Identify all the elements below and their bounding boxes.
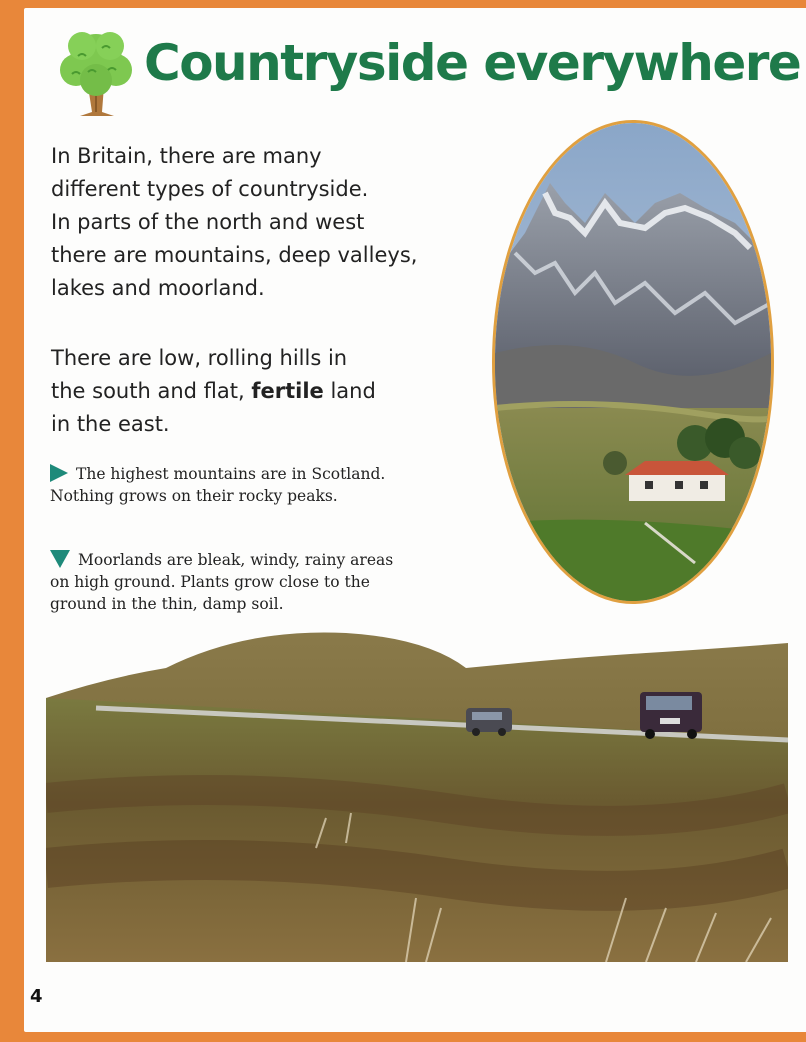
para-line: There are low, rolling hills in	[51, 346, 348, 370]
page	[24, 8, 806, 1032]
caption-line: Moorlands are bleak, windy, rainy areas	[78, 551, 394, 569]
intro-paragraph	[51, 140, 471, 305]
intro-line: In Britain, there are many	[51, 144, 322, 168]
caption-line: on high ground. Plants grow close to the	[50, 573, 370, 591]
para-line: in the east.	[51, 412, 170, 436]
mountain-photo	[492, 120, 774, 604]
para-text: the south and flat,	[51, 379, 245, 403]
moorland-photo	[46, 628, 788, 962]
intro-line: different types of countryside.	[51, 177, 369, 201]
intro-line: there are mountains, deep valleys,	[51, 243, 418, 267]
caption-line: ground in the thin, damp soil.	[50, 595, 284, 613]
moorlands-caption	[50, 549, 450, 615]
intro-line: In parts of the north and west	[51, 210, 365, 234]
glossary-word-fertile: fertile	[251, 379, 324, 403]
para-line	[51, 375, 471, 408]
para-text: land	[330, 379, 376, 403]
intro-line: lakes and moorland.	[51, 276, 265, 300]
caption-line: Nothing grows on their rocky peaks.	[50, 487, 338, 505]
tree-icon	[58, 26, 134, 118]
hills-paragraph	[51, 342, 471, 441]
page-number: 4	[30, 986, 43, 1007]
triangle-right-icon	[50, 464, 68, 482]
mountains-caption	[50, 463, 450, 507]
caption-line: The highest mountains are in Scotland.	[76, 465, 386, 483]
page-title: Countryside everywhere	[144, 34, 801, 92]
triangle-down-icon	[50, 550, 70, 568]
